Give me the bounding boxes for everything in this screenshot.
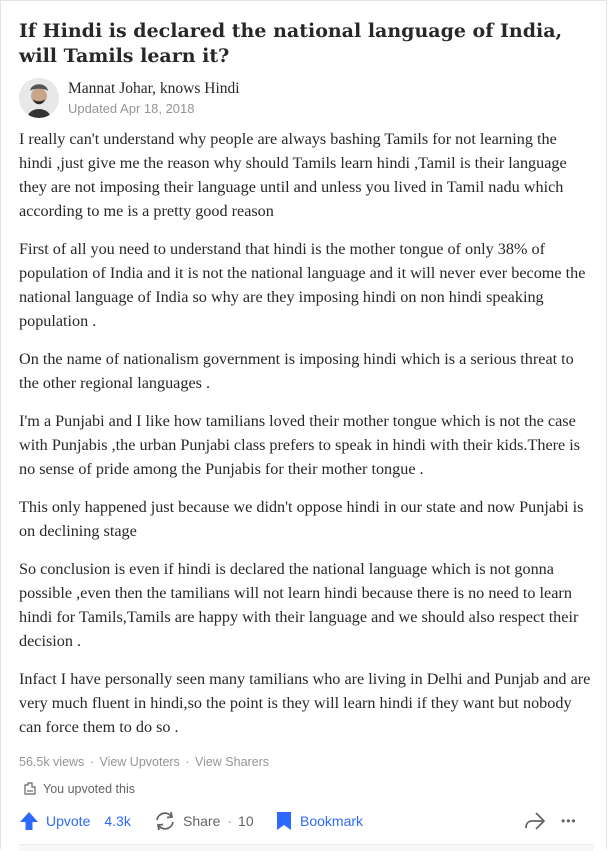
upvote-button[interactable]: [19, 807, 131, 835]
answer-paragraph: I'm a Punjabi and I like how tamilians loved their mother tongue which is not the case with Punjabis ,the urban Punjabi class prefers to speak in hindi with their kids.There is no sense of pride among the Punjabis for their mother tongue .: [19, 412, 581, 478]
answer-stats: [19, 755, 271, 769]
upvote-arrow-icon: [19, 811, 39, 831]
answer-paragraph: Infact I have personally seen many tamilians who are living in Delhi and Punjab and are very much fluent in hindi,so the point is they will learn hindi if they want but nobody can force them to do so .: [19, 670, 591, 736]
answer-body: [19, 127, 594, 753]
answer-date: Updated Apr 18, 2018: [68, 101, 195, 116]
more-options-icon[interactable]: •••: [561, 814, 577, 828]
answer-paragraph: This only happened just because we didn't oppose hindi in our state and now Punjabi is on declining stage: [19, 498, 584, 540]
answer-paragraph: So conclusion is even if hindi is declared the national language which is not gonna possible ,even then the tamilians will not learn hindi because there is no need to learn hindi for Tamils,Tamils are happy with their language and we should also respect their decision .: [19, 560, 579, 650]
question-title[interactable]: If Hindi is declared the national language of India, will Tamils learn it?: [19, 20, 563, 67]
stats-separator: ·: [185, 755, 190, 769]
stats-separator: ·: [89, 755, 94, 769]
author-header: [19, 78, 594, 120]
share-icon: [154, 811, 176, 831]
view-sharers-link[interactable]: View Sharers: [194, 755, 270, 769]
answer-paragraph: I really can't understand why people are always bashing Tamils for not learning the hindi ,just give me the reason why should Tamils learn hindi ,Tamil is their language they are not imposing their language until and unless you lived in Tamil nadu which according to me is a pretty good reason: [19, 130, 567, 220]
answer-paragraph: First of all you need to understand that hindi is the mother tongue of only 38% of population of India and it is not the national language and it will never ever become the national language of India so why are they imposing hindi on non hindi speaking population .: [19, 240, 586, 330]
bookmark-button[interactable]: [276, 807, 363, 835]
share-button[interactable]: [154, 807, 254, 835]
forward-arrow-icon: [524, 811, 546, 831]
bookmark-label: Bookmark: [300, 813, 364, 829]
author-name[interactable]: Mannat Johar, knows Hindi: [68, 80, 240, 97]
bookmark-icon: [276, 811, 292, 831]
view-upvoters-link[interactable]: View Upvoters: [99, 755, 180, 769]
upvote-label: Upvote: [46, 813, 91, 829]
upvoted-note-icon: [23, 782, 37, 796]
answer-paragraph: On the name of nationalism government is imposing hindi which is a serious threat to the other regional languages .: [19, 350, 574, 392]
views-count: 56.5k views: [19, 755, 85, 769]
upvoted-note-text: You upvoted this: [43, 782, 135, 796]
forward-button[interactable]: [524, 807, 546, 835]
comment-area-edge: [19, 844, 594, 851]
action-bar: [1, 807, 608, 835]
upvote-count: 4.3k: [104, 813, 131, 829]
upvoted-note: [23, 782, 135, 796]
share-separator: ·: [227, 813, 233, 829]
share-count: 10: [238, 813, 254, 829]
share-label: Share: [183, 813, 221, 829]
user-avatar-icon[interactable]: [19, 78, 59, 118]
